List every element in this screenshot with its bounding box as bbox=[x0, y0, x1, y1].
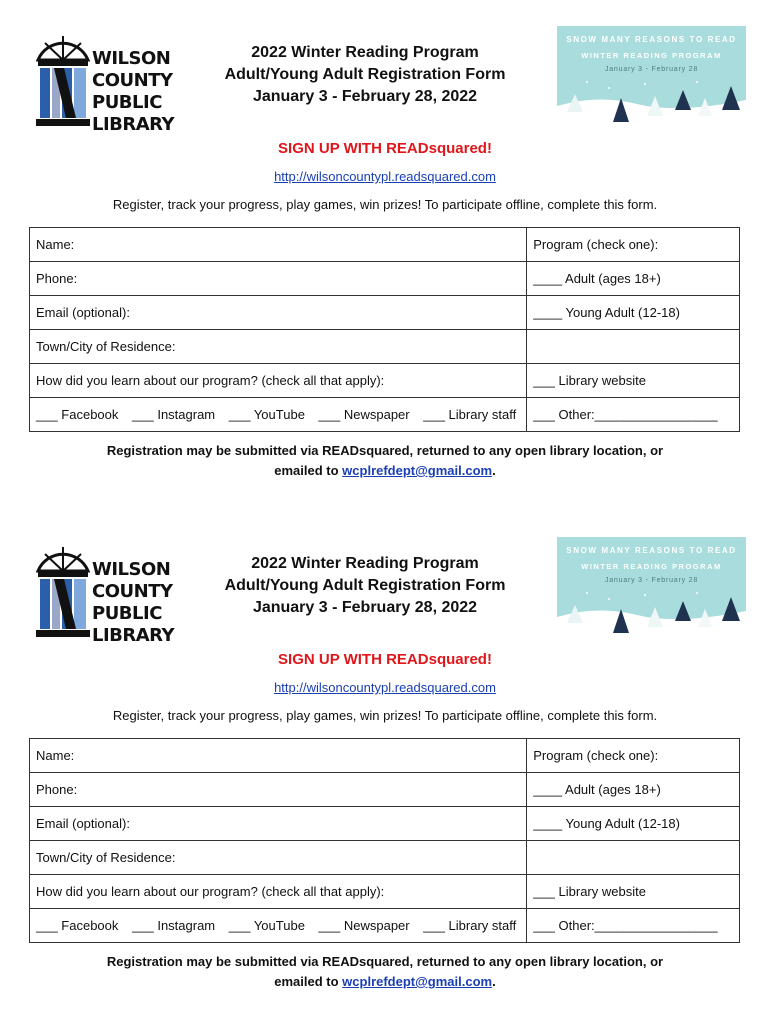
readsquared-link[interactable]: http://wilsoncountypl.readsquared.com bbox=[274, 680, 496, 695]
library-staff-option[interactable]: ___ Library staff bbox=[423, 918, 517, 933]
title-line-1: 2022 Winter Reading Program bbox=[251, 44, 479, 61]
logo-line-1: WILSON bbox=[92, 559, 171, 580]
facebook-option[interactable]: ___ Facebook bbox=[36, 407, 119, 422]
banner-line-1: SNOW MANY REASONS TO READ bbox=[566, 35, 737, 44]
library-website-option[interactable]: ___ Library website bbox=[527, 364, 740, 398]
submission-note bbox=[0, 952, 770, 992]
banner-line-3: January 3 - February 28 bbox=[604, 577, 699, 584]
submit-line-1: Registration may be submitted via READsquared, returned to any open library location, or bbox=[106, 954, 664, 969]
registration-form-2 bbox=[0, 511, 770, 1021]
name-field[interactable]: Name: bbox=[30, 228, 527, 262]
facebook-option[interactable]: ___ Facebook bbox=[36, 918, 119, 933]
library-logo bbox=[34, 537, 184, 646]
winter-reading-banner bbox=[557, 537, 746, 637]
winter-reading-banner bbox=[557, 26, 746, 126]
logo-line-4: LIBRARY bbox=[92, 625, 175, 646]
empty-cell bbox=[527, 841, 740, 875]
submit-line-2 bbox=[0, 972, 770, 992]
signup-heading: SIGN UP WITH READsquared! bbox=[278, 140, 492, 157]
url-line bbox=[0, 169, 770, 184]
town-field[interactable]: Town/City of Residence: bbox=[30, 841, 527, 875]
form-title bbox=[200, 42, 530, 108]
email-link[interactable]: wcplrefdept@gmail.com bbox=[342, 463, 493, 478]
registration-table bbox=[29, 227, 740, 432]
title-line-3: January 3 - February 28, 2022 bbox=[252, 599, 478, 616]
logo-line-4: LIBRARY bbox=[92, 114, 175, 135]
form-title bbox=[200, 553, 530, 619]
logo-line-2: COUNTY bbox=[92, 70, 173, 91]
young-adult-option[interactable]: ____ Young Adult (12-18) bbox=[527, 807, 740, 841]
submit-suffix: . bbox=[492, 974, 496, 989]
library-website-option[interactable]: ___ Library website bbox=[527, 875, 740, 909]
signup-heading: SIGN UP WITH READsquared! bbox=[278, 651, 492, 668]
url-line bbox=[0, 680, 770, 695]
logo-line-1: WILSON bbox=[92, 48, 171, 69]
program-header: Program (check one): bbox=[527, 739, 740, 773]
adult-option[interactable]: ____ Adult (ages 18+) bbox=[527, 262, 740, 296]
submit-line-2 bbox=[0, 461, 770, 481]
instagram-option[interactable]: ___ Instagram bbox=[132, 407, 216, 422]
adult-option[interactable]: ____ Adult (ages 18+) bbox=[527, 773, 740, 807]
name-field[interactable]: Name: bbox=[30, 739, 527, 773]
phone-field[interactable]: Phone: bbox=[30, 773, 527, 807]
newspaper-option[interactable]: ___ Newspaper bbox=[318, 407, 410, 422]
youtube-option[interactable]: ___ YouTube bbox=[228, 407, 305, 422]
learn-question: How did you learn about our program? (check all that apply): bbox=[30, 364, 527, 398]
readsquared-link[interactable]: http://wilsoncountypl.readsquared.com bbox=[274, 169, 496, 184]
other-option[interactable]: ___ Other:_________________ bbox=[527, 398, 740, 432]
source-options bbox=[30, 909, 527, 943]
title-line-1: 2022 Winter Reading Program bbox=[251, 555, 479, 572]
program-header: Program (check one): bbox=[527, 228, 740, 262]
title-line-2: Adult/Young Adult Registration Form bbox=[224, 66, 506, 83]
registration-table bbox=[29, 738, 740, 943]
banner-line-1: SNOW MANY REASONS TO READ bbox=[566, 546, 737, 555]
register-text: Register, track your progress, play games, win prizes! To participate offline, complete this form. bbox=[112, 197, 658, 212]
logo-line-3: PUBLIC bbox=[92, 92, 162, 113]
library-logo bbox=[34, 26, 184, 135]
title-line-2: Adult/Young Adult Registration Form bbox=[224, 577, 506, 594]
banner-line-2: WINTER READING PROGRAM bbox=[581, 51, 722, 60]
town-field[interactable]: Town/City of Residence: bbox=[30, 330, 527, 364]
learn-question: How did you learn about our program? (check all that apply): bbox=[30, 875, 527, 909]
registration-form-1 bbox=[0, 0, 770, 510]
empty-cell bbox=[527, 330, 740, 364]
submit-line-1: Registration may be submitted via READsquared, returned to any open library location, or bbox=[106, 443, 664, 458]
source-options bbox=[30, 398, 527, 432]
instagram-option[interactable]: ___ Instagram bbox=[132, 918, 216, 933]
newspaper-option[interactable]: ___ Newspaper bbox=[318, 918, 410, 933]
phone-field[interactable]: Phone: bbox=[30, 262, 527, 296]
snowy-trees-image bbox=[557, 76, 746, 126]
other-option[interactable]: ___ Other:_________________ bbox=[527, 909, 740, 943]
youtube-option[interactable]: ___ YouTube bbox=[228, 918, 305, 933]
banner-line-2: WINTER READING PROGRAM bbox=[581, 562, 722, 571]
banner-line-3: January 3 - February 28 bbox=[604, 66, 699, 73]
young-adult-option[interactable]: ____ Young Adult (12-18) bbox=[527, 296, 740, 330]
register-text: Register, track your progress, play games, win prizes! To participate offline, complete this form. bbox=[112, 708, 658, 723]
email-field[interactable]: Email (optional): bbox=[30, 296, 527, 330]
email-link[interactable]: wcplrefdept@gmail.com bbox=[342, 974, 493, 989]
submit-suffix: . bbox=[492, 463, 496, 478]
logo-line-3: PUBLIC bbox=[92, 603, 162, 624]
submission-note bbox=[0, 441, 770, 481]
email-field[interactable]: Email (optional): bbox=[30, 807, 527, 841]
library-staff-option[interactable]: ___ Library staff bbox=[423, 407, 517, 422]
snowy-trees-image bbox=[557, 587, 746, 637]
logo-line-2: COUNTY bbox=[92, 581, 173, 602]
submit-prefix: emailed to bbox=[274, 974, 343, 989]
submit-prefix: emailed to bbox=[274, 463, 343, 478]
title-line-3: January 3 - February 28, 2022 bbox=[252, 88, 478, 105]
